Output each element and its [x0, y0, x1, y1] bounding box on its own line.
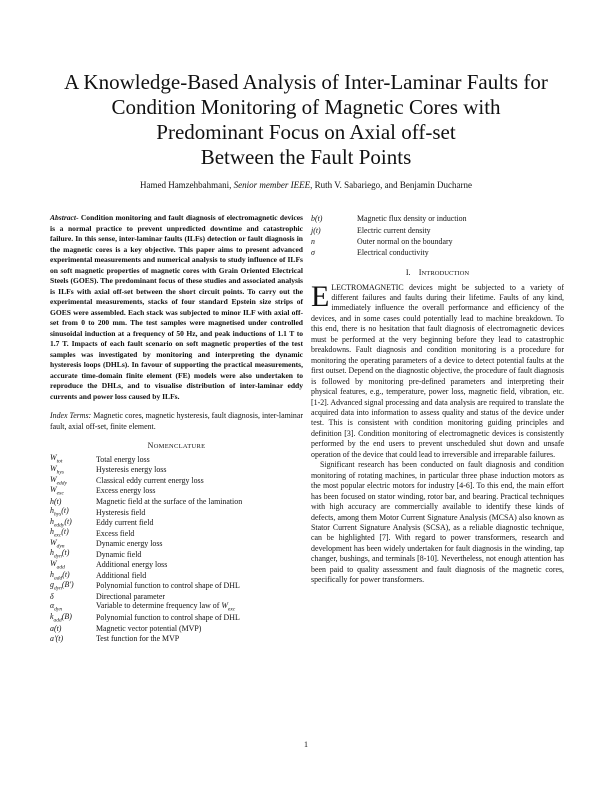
title-line: A Knowledge-Based Analysis of Inter-Laminar Faults for: [64, 70, 548, 94]
nomenclature-description: Electric current density: [357, 225, 431, 235]
nomenclature-description: Additional field: [96, 570, 147, 580]
nomenclature-symbol: $h_{eddy}(t)$: [50, 516, 72, 529]
nomenclature-symbol: $h_{dyn}(t)$: [50, 548, 70, 560]
nomenclature-description: Variable to determine frequency law of $W_{exc}$: [96, 601, 236, 613]
nomenclature-symbol: $h_{exc}(t)$: [50, 527, 69, 539]
nomenclature-row: [50, 623, 303, 634]
nomenclature-row: [50, 633, 303, 644]
nomenclature-symbol: $W_{exc}$: [50, 485, 64, 497]
nomenclature-row: [50, 591, 303, 602]
drop-cap: E: [311, 279, 330, 313]
nomenclature-symbol: δ: [50, 591, 54, 601]
nomenclature-row: [50, 517, 303, 528]
nomenclature-description: Total energy loss: [96, 454, 150, 464]
nomenclature-list: [50, 454, 303, 644]
nomenclature-description: Magnetic vector potential (MVP): [96, 623, 202, 633]
nomenclature-row: [311, 247, 564, 258]
nomenclature-symbol: a'(t): [50, 634, 64, 644]
author-role: Senior member IEEE: [233, 180, 311, 190]
nomenclature-symbol: $k_{add}(B)$: [50, 611, 72, 624]
nomenclature-description: Excess field: [96, 528, 135, 538]
nomenclature-description: Hysteresis field: [96, 507, 146, 517]
nomenclature-row: [311, 213, 564, 224]
nomenclature-symbol: a(t): [50, 623, 62, 633]
section-heading-introduction: I. INTRODUCTION: [405, 267, 470, 277]
nomenclature-row: [50, 570, 303, 581]
nomenclature-description: Hysteresis energy loss: [96, 465, 167, 475]
nomenclature-row: [50, 496, 303, 507]
nomenclature-row: [50, 528, 303, 539]
nomenclature-list-continued: [311, 213, 564, 259]
nomenclature-row: [50, 507, 303, 518]
paper-title: [40, 70, 572, 170]
nomenclature-description: Directional parameter: [96, 591, 166, 601]
nomenclature-description: Excess energy loss: [96, 486, 156, 496]
nomenclature-row: [50, 559, 303, 570]
introduction-body: [311, 279, 564, 586]
nomenclature-row: [50, 465, 303, 476]
nomenclature-row: [50, 612, 303, 623]
nomenclature-description: Outer normal on the boundary: [357, 236, 453, 246]
nomenclature-description: Eddy current field: [96, 518, 154, 528]
author-line: [30, 180, 582, 190]
nomenclature-row: [50, 602, 303, 613]
nomenclature-symbol: $W_{add}$: [50, 558, 65, 571]
nomenclature-description: Polynomial function to control shape of DHL: [96, 581, 240, 591]
nomenclature-symbol: n: [311, 236, 315, 246]
nomenclature-row: [50, 486, 303, 497]
index-terms-label: Index Terms:: [50, 411, 92, 420]
nomenclature-symbol: $h_{hys}(t)$: [50, 506, 69, 518]
nomenclature-row: [50, 475, 303, 486]
nomenclature-symbol: $W_{eddy}$: [50, 474, 67, 487]
nomenclature-symbol: b(t): [311, 214, 323, 224]
title-line: Condition Monitoring of Magnetic Cores with: [111, 95, 501, 119]
page-number: 1: [304, 740, 308, 749]
paragraph: Significant research has been conducted on fault diagnosis and condition monitoring of rotating machines, in particular three phase induction motors as the most popular electric motors for industry [4-6]. To this end, the main effort has been focused on stator winding, rotor bar, and bearing. Practical techniques with high accuracy are commercially available to identify these kinds of defects, among them Motor Current Signature Analysis (MCSA) also known as Stator Current Signature Analysis (SCSA), as a reliable diagnostic technique, can be highlighted [7]. With regard to power transformers, research and development has been widely undertaken for fault diagnosis in the winding, tap changer, bushings, and terminals [8-10]. Nevertheless, not enough attention has been paid to quality assessment and fault diagnosis of the magnetic cores, specifically for power transformers.: [311, 460, 564, 585]
abstract-text: - Condition monitoring and fault diagnosis of electromagnetic devices is a normal practice to prevent unpredicted downtime and catastrophic failure. In this sense, inter-laminar faults (ILFs) detection or fault diagnosis in the magnetic cores is a key objective. This paper aims to present advanced experimental measurements and numerical analysis to study influence of ILFs on soft magnetic properties of magnetic cores with Grain Oriented Electrical Steels (GOES). The predominant focus of these studies and associated analysis is ILFs with axial off-set between the short circuit points. To carry out the experimental measurements, stacks of four standard Epstein size strips of GOES were assembled. Each stack was subjected to minor ILF with axial off-set from 0 to 200 mm. The test samples were magnetised under controlled sinusoidal induction at a frequency of 50 Hz, and peak inductions of 1.1 T to 1.7 T. Impacts of each fault scenario on soft magnetic properties of the test samples was investigated by monitoring and interpreting the dynamic hysteresis loops (DHLs). In favour of supporting the practical measurements, accurate time-domain finite element (FE) models were also undertaken to reproduce the DHLs, and to visualise distribution of inter-laminar eddy currents and power loss caused by ILFs.: [50, 213, 303, 401]
nomenclature-description: Additional energy loss: [96, 560, 168, 570]
nomenclature-row: [50, 538, 303, 549]
nomenclature-description: Classical eddy current energy loss: [96, 475, 204, 485]
nomenclature-description: Dynamic energy loss: [96, 539, 163, 549]
nomenclature-row: [311, 224, 564, 235]
title-line: Predominant Focus on Axial off-set: [156, 120, 456, 144]
nomenclature-symbol: $W_{tot}$: [50, 453, 63, 466]
nomenclature-description: Dynamic field: [96, 549, 142, 559]
nomenclature-symbol: $\alpha_{dyn}$: [50, 601, 63, 613]
index-terms: [50, 411, 303, 432]
nomenclature-symbol: $h_{add}(t)$: [50, 569, 70, 582]
nomenclature-row: [50, 454, 303, 465]
nomenclature-row: [50, 549, 303, 560]
abstract: [50, 213, 303, 402]
title-line: Between the Fault Points: [200, 145, 412, 169]
nomenclature-symbol: j(t): [311, 225, 321, 235]
author-name: Hamed Hamzehbahmani,: [139, 180, 232, 190]
nomenclature-description: Test function for the MVP: [96, 634, 180, 644]
right-column: [311, 213, 564, 586]
nomenclature-symbol: σ: [311, 248, 315, 258]
nomenclature-description: Magnetic field at the surface of the lamination: [96, 496, 243, 506]
nomenclature-description: Polynomial function to control shape of DHL: [96, 612, 240, 622]
nomenclature-description: Magnetic flux density or induction: [357, 214, 467, 224]
abstract-label: Abstract: [50, 213, 76, 222]
index-terms-text: Magnetic cores, magnetic hysteresis, fault diagnosis, inter-laminar fault, axial off-set, finite element.: [50, 411, 303, 431]
paragraph: ELECTROMAGNETIC devices might be subjected to a variety of different failures and faults during their lifetime. Faults of any kind, immediately influence the overall performance and efficiency of the devices, and in some cases could potentially lead to machine breakdown. To this end, there is no hesitation that fault diagnosis of electromagnetic devices must be performed at the very beginning before they lead to catastrophic breakdowns. Fault diagnosis and condition monitoring is a procedure for monitoring the operating parameters of a device to detect potential faults at the first outset. Depend on the diagnostic objective, the procedure of fault diagnosis is followed by monitoring pre-defined parameters and interpreting their physical features, e.g., temperature, power loss, magnetic field, vibration, etc. [1-2]. Advanced signal processing and data analysis are required to translate the acquired data into information to assess quality and status of the device under test. This is consistent with condition monitoring guiding principles and definition [3]. Condition monitoring of electromagnetic devices is consistently performed by the end users to prevent unscheduled shut down and unsafe operation of the device that could lead to irreversible and irreparable failures.: [311, 279, 564, 459]
nomenclature-row: [50, 581, 303, 592]
nomenclature-symbol: $W_{hys}$: [50, 464, 64, 476]
author-others: , Ruth V. Sabariego, and Benjamin Ducharne: [310, 180, 473, 190]
nomenclature-symbol: $g_{dyn}(B')$: [50, 580, 74, 592]
nomenclature-row: [311, 236, 564, 247]
nomenclature-symbol: h(t): [50, 496, 62, 506]
nomenclature-symbol: $W_{dyn}$: [50, 537, 65, 550]
nomenclature-heading: NOMENCLATURE: [147, 441, 206, 450]
left-column: [50, 213, 303, 644]
nomenclature-description: Electrical conductivity: [357, 248, 429, 258]
